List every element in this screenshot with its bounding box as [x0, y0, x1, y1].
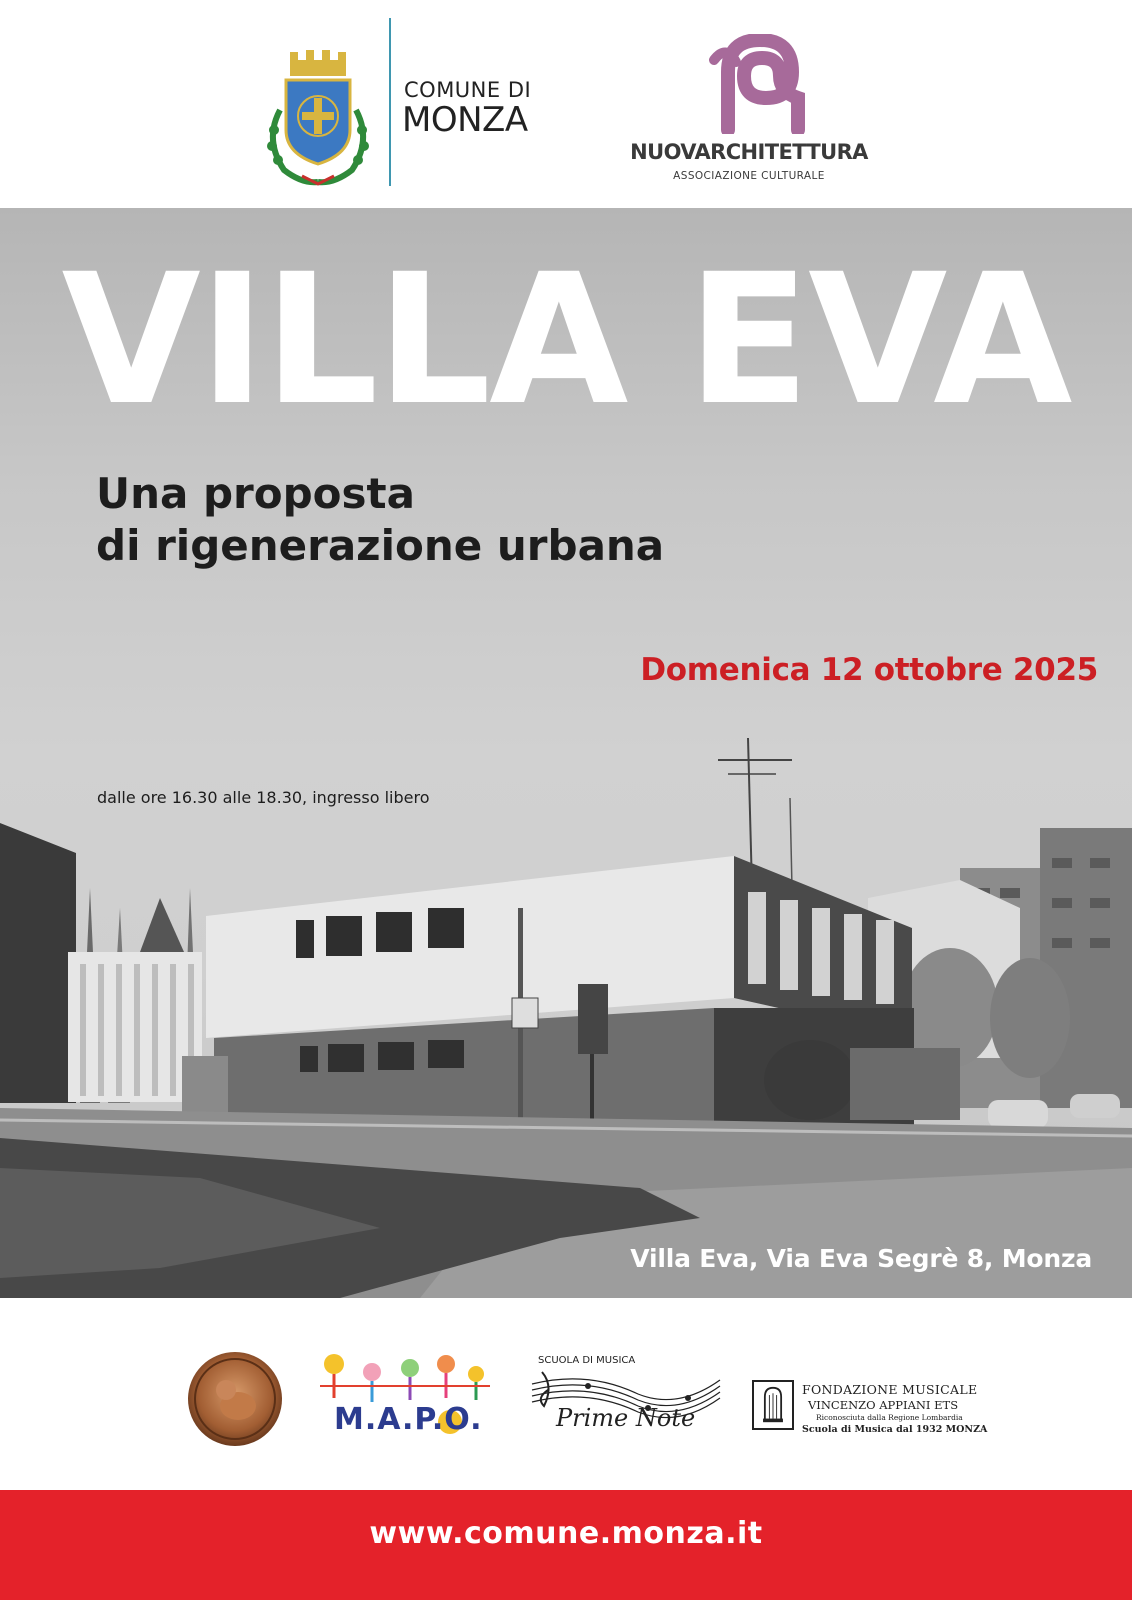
- monza-crest-icon: [258, 50, 378, 190]
- footer-bar: [0, 1490, 1132, 1600]
- subtitle-line-2: di rigenerazione urbana: [96, 521, 665, 570]
- fondazione-name-2: VINCENZO APPIANI ETS: [808, 1398, 959, 1412]
- association-subtitle: ASSOCIAZIONE CULTURALE: [673, 170, 825, 182]
- hero-photo-section: [0, 208, 1132, 1298]
- lyre-icon: [752, 1380, 794, 1430]
- sponsors-bar: [0, 1298, 1132, 1490]
- fondazione-recognition: Riconosciuta dalla Regione Lombardia: [816, 1413, 963, 1422]
- medal-logo-icon: [186, 1350, 284, 1448]
- website-link[interactable]: www.comune.monza.it: [369, 1516, 763, 1551]
- primenote-script: Prime Note: [556, 1404, 696, 1432]
- subtitle-line-1: Una proposta: [96, 469, 415, 518]
- fondazione-name: FONDAZIONE MUSICALE: [802, 1382, 978, 1397]
- event-title: VILLA EVA: [61, 236, 1071, 445]
- primenote-label: SCUOLA DI MUSICA: [538, 1355, 636, 1366]
- comune-label: COMUNE DI: [404, 78, 532, 102]
- header: [0, 0, 1132, 208]
- fondazione-school: Scuola di Musica dal 1932 MONZA: [802, 1424, 988, 1435]
- association-name: NUOVARCHITETTURA: [630, 140, 868, 164]
- event-hours: dalle ore 16.30 alle 18.30, ingresso libero: [97, 788, 430, 807]
- nuovarchitettura-logo-icon: [700, 34, 818, 134]
- event-subtitle: [96, 468, 796, 572]
- event-date: Domenica 12 ottobre 2025: [640, 652, 1098, 688]
- header-divider: [389, 18, 391, 186]
- comune-city: MONZA: [402, 100, 528, 140]
- event-venue: Villa Eva, Via Eva Segrè 8, Monza: [630, 1244, 1092, 1273]
- mapo-logo-text: M.A.P.O.: [334, 1402, 483, 1437]
